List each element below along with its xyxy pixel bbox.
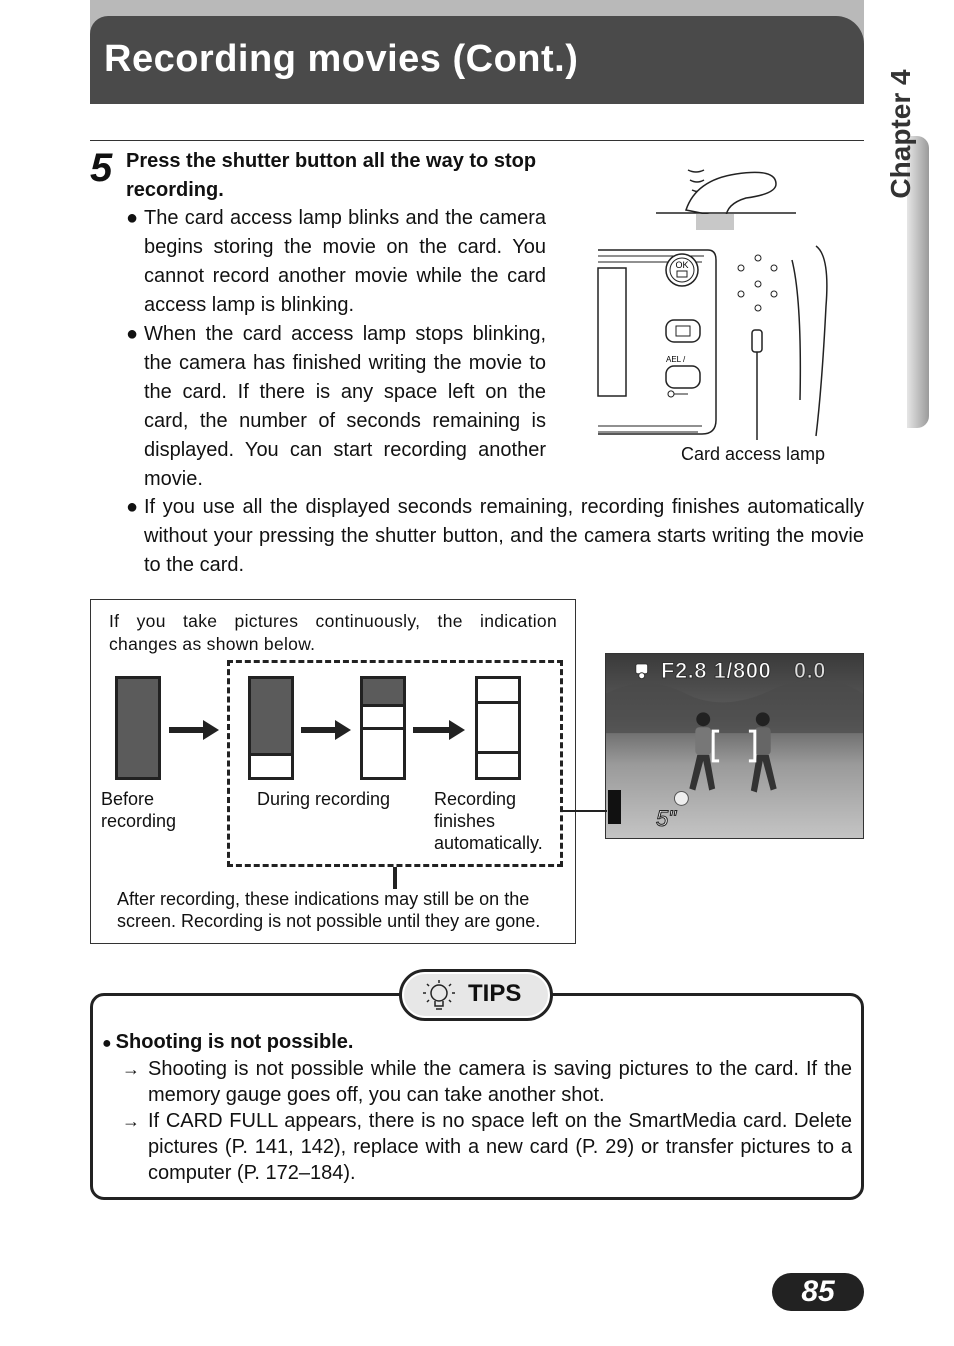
tips-item-text: Shooting is not possible while the camera is saving pictures to the card. If the memory gauge goes off, you can take another shot.	[148, 1058, 852, 1106]
shutter-value: 1/800	[713, 658, 772, 683]
callout-stem	[393, 867, 397, 889]
step-heading: Press the shutter button all the way to stop recording.	[126, 150, 537, 201]
aperture-value: F2.8	[661, 658, 708, 683]
speaker-holes-icon	[738, 255, 777, 311]
bullet-text: If you use all the displayed seconds remaining, recording finishes automatically without your pressing the shutter button, and the camera starts writing the movie to the card.	[144, 496, 864, 576]
tips-item	[122, 1056, 852, 1108]
ael-label: AEL /	[666, 355, 686, 364]
step-bullet	[126, 320, 546, 494]
label-during-recording: During recording	[257, 789, 391, 809]
memory-gauge-finished	[475, 676, 521, 780]
ael-button-icon	[666, 366, 700, 397]
chapter-tab-label: Chapter 4	[885, 69, 916, 199]
step-bullet	[126, 493, 864, 580]
tips-item-text: If CARD FULL appears, there is no space left on the SmartMedia card. Delete pictures (P. 141, 142), replace with a new card (P. 29) or transfer pictures to a computer (P. 172–184).	[148, 1110, 852, 1184]
ok-label: OK	[675, 260, 689, 270]
label-before-recording: Before recording	[101, 789, 177, 831]
finger-press-icon	[656, 170, 796, 230]
callout-connector	[563, 810, 607, 812]
ok-button-icon	[666, 254, 698, 286]
bullet-icon: ●	[102, 1035, 112, 1052]
page-number: 85	[801, 1275, 835, 1308]
exposure-comp-value: 0.0	[793, 658, 826, 683]
step-bullet	[126, 204, 546, 320]
bullet-icon: ●	[126, 323, 139, 345]
lcd-memory-gauge	[608, 790, 621, 824]
bullet-icon: ●	[126, 207, 139, 229]
card-access-lamp-caption: Card access lamp	[681, 444, 826, 464]
memory-gauge-before	[115, 676, 161, 780]
label-recording-finishes: Recording finishes automatically.	[434, 789, 543, 853]
tips-heading	[102, 1031, 353, 1054]
bullet-icon: ●	[126, 496, 139, 518]
arrow-icon: →	[122, 1111, 140, 1131]
gauge-diagram-intro: If you take pictures continuously, the indication changes as shown below.	[109, 611, 557, 654]
tips-item	[122, 1108, 852, 1186]
section-divider	[90, 140, 864, 141]
arrow-icon: →	[122, 1059, 140, 1079]
gauge-diagram-note: After recording, these indications may still be on the screen. Recording is not possible until they are gone.	[117, 889, 541, 931]
lightbulb-icon	[419, 978, 459, 1014]
card-access-lamp-icon	[752, 330, 762, 352]
ball	[674, 792, 688, 806]
camera-back-illustration	[596, 150, 836, 440]
seconds-remaining: 5"	[656, 806, 677, 831]
gauge-fill	[363, 679, 403, 704]
display-button-icon	[666, 320, 700, 342]
lcd-exposure-readout	[637, 658, 826, 684]
bullet-text: When the card access lamp stops blinking, the camera has finished writing the movie to the card. If there is any space left on the card, the number of seconds remaining is displayed. You can start recording another movie.	[144, 323, 546, 490]
tips-heading-text: Shooting is not possible.	[115, 1031, 354, 1053]
gauge-fill	[118, 679, 158, 777]
page-title: Recording movies (Cont.)	[104, 38, 579, 80]
tips-label: TIPS	[468, 980, 522, 1007]
step-number: 5	[90, 146, 113, 190]
bullet-text: The card access lamp blinks and the camera begins storing the movie on the card. You cannot record another movie while the card access lamp is blinking.	[144, 207, 546, 316]
progression-arrows	[165, 712, 465, 748]
